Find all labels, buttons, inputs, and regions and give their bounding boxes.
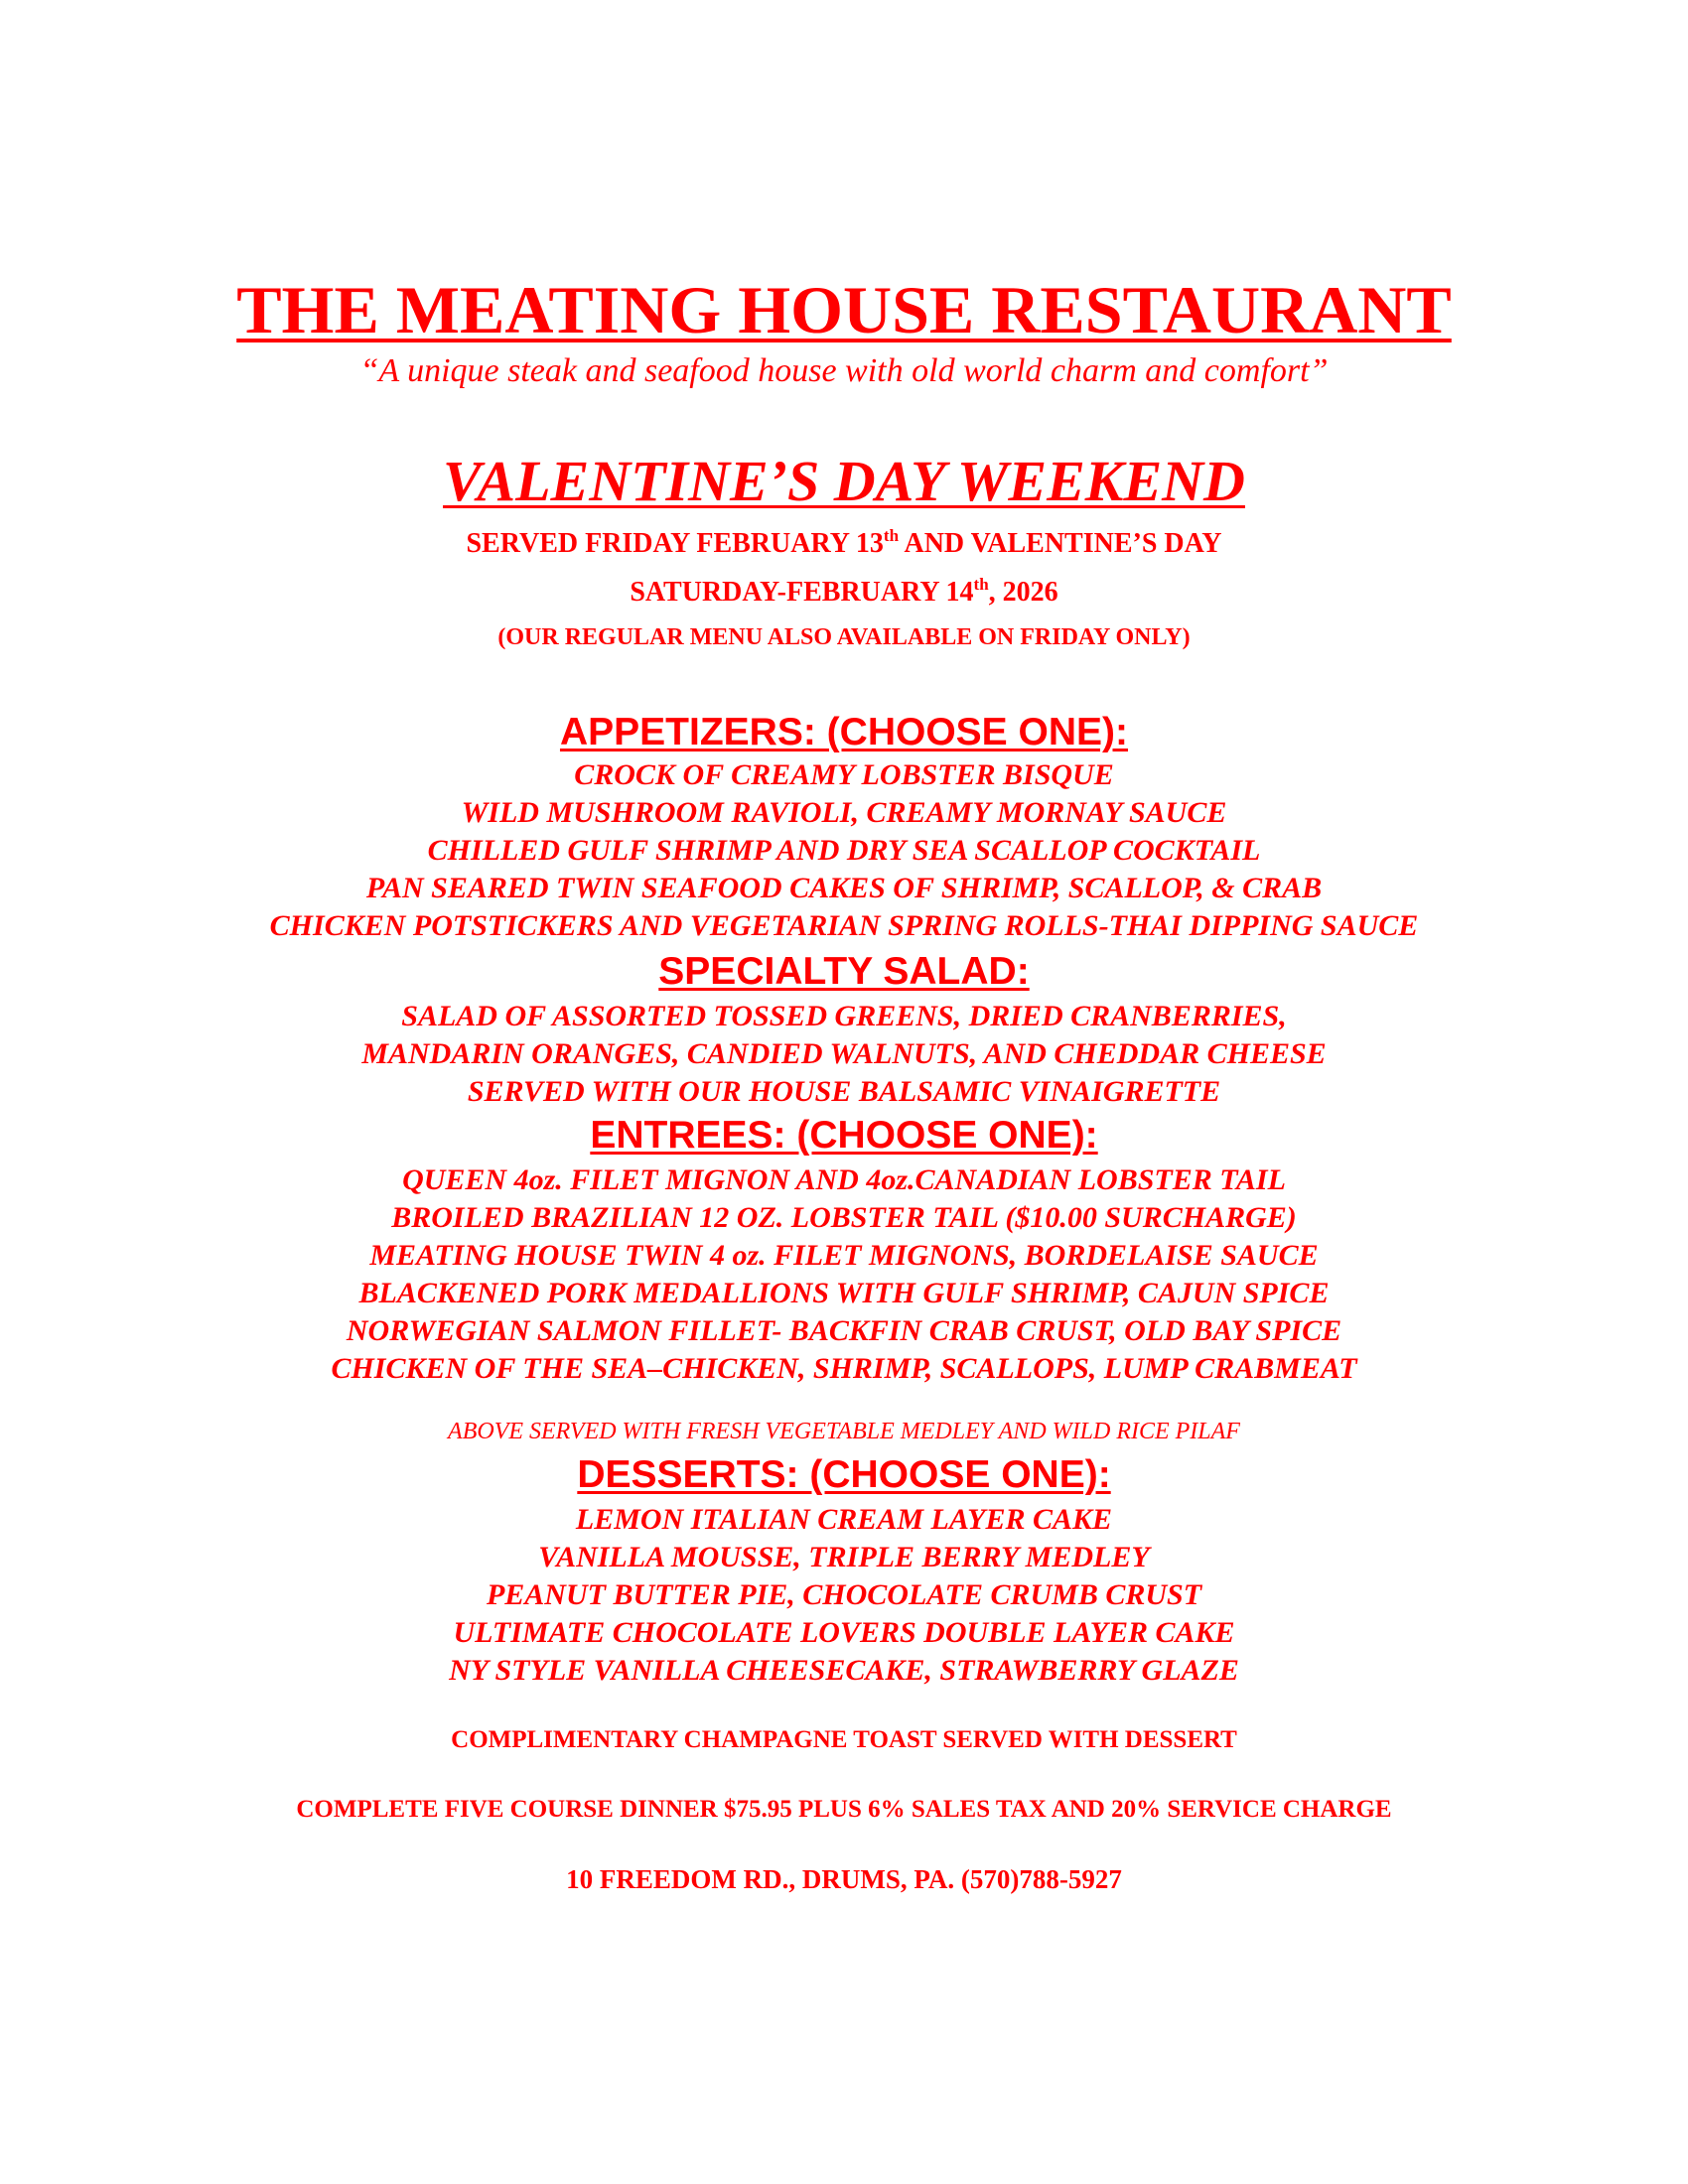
regular-menu-note: (OUR REGULAR MENU ALSO AVAILABLE ON FRIDAY ONLY)	[497, 624, 1191, 650]
restaurant-tagline: “A unique steak and seafood house with old world charm and comfort”	[359, 352, 1329, 389]
dessert-item: LEMON ITALIAN CREAM LAYER CAKE	[575, 1503, 1113, 1536]
appetizer-item: CHICKEN POTSTICKERS AND VEGETARIAN SPRING ROLLS-THAI DIPPING SAUCE	[269, 909, 1419, 942]
served-dates-line-1	[0, 526, 1688, 559]
salad-line: SALAD OF ASSORTED TOSSED GREENS, DRIED CRANBERRIES,	[401, 1000, 1287, 1032]
entree-item: QUEEN 4oz. FILET MIGNON AND 4oz.CANADIAN LOBSTER TAIL	[402, 1163, 1286, 1196]
address-phone: 10 FREEDOM RD., DRUMS, PA. (570)788-5927	[566, 1864, 1122, 1894]
dessert-item: NY STYLE VANILLA CHEESECAKE, STRAWBERRY GLAZE	[449, 1654, 1239, 1687]
served-dates-line-2-ordinal: th	[973, 575, 989, 594]
served-dates-line-1-text: SERVED FRIDAY FEBRUARY 13	[466, 528, 884, 559]
served-dates-line-1-rest: AND VALENTINE’S DAY	[899, 528, 1222, 559]
served-dates-line-1-ordinal: th	[883, 526, 900, 545]
dessert-item: PEANUT BUTTER PIE, CHOCOLATE CRUMB CRUST	[486, 1578, 1202, 1611]
appetizer-item: CROCK OF CREAMY LOBSTER BISQUE	[574, 758, 1114, 791]
salad-line: SERVED WITH OUR HOUSE BALSAMIC VINAIGRETTE	[467, 1075, 1221, 1108]
appetizers-heading: APPETIZERS: (CHOOSE ONE):	[559, 711, 1129, 753]
champagne-note: COMPLIMENTARY CHAMPAGNE TOAST SERVED WITH DESSERT	[451, 1726, 1237, 1753]
entrees-side-note: ABOVE SERVED WITH FRESH VEGETABLE MEDLEY AND WILD RICE PILAF	[448, 1419, 1240, 1444]
salad-line: MANDARIN ORANGES, CANDIED WALNUTS, AND CHEDDAR CHEESE	[361, 1037, 1327, 1070]
desserts-heading: DESSERTS: (CHOOSE ONE):	[577, 1453, 1111, 1496]
served-dates-line-2	[0, 575, 1688, 608]
dessert-item: VANILLA MOUSSE, TRIPLE BERRY MEDLEY	[538, 1541, 1150, 1573]
price-note: COMPLETE FIVE COURSE DINNER $75.95 PLUS 6% SALES TAX AND 20% SERVICE CHARGE	[296, 1796, 1392, 1823]
appetizer-item: WILD MUSHROOM RAVIOLI, CREAMY MORNAY SAUCE	[461, 796, 1227, 829]
event-title: VALENTINE’S DAY WEEKEND	[443, 449, 1245, 513]
entree-item: BROILED BRAZILIAN 12 OZ. LOBSTER TAIL ($10.00 SURCHARGE)	[391, 1201, 1297, 1234]
served-dates-line-2-text: SATURDAY-FEBRUARY 14	[630, 577, 974, 608]
salad-heading: SPECIALTY SALAD:	[658, 950, 1030, 993]
entree-item: NORWEGIAN SALMON FILLET- BACKFIN CRAB CRUST, OLD BAY SPICE	[346, 1314, 1342, 1347]
restaurant-name: THE MEATING HOUSE RESTAURANT	[236, 272, 1452, 347]
entree-item: BLACKENED PORK MEDALLIONS WITH GULF SHRIMP, CAJUN SPICE	[358, 1277, 1330, 1309]
served-dates-line-2-rest: , 2026	[988, 577, 1058, 608]
entree-item: MEATING HOUSE TWIN 4 oz. FILET MIGNONS, BORDELAISE SAUCE	[369, 1239, 1319, 1272]
entree-item: CHICKEN OF THE SEA–CHICKEN, SHRIMP, SCALLOPS, LUMP CRABMEAT	[331, 1352, 1357, 1385]
entrees-heading: ENTREES: (CHOOSE ONE):	[590, 1114, 1098, 1157]
appetizer-item: PAN SEARED TWIN SEAFOOD CAKES OF SHRIMP, SCALLOP, & CRAB	[365, 872, 1323, 904]
dessert-item: ULTIMATE CHOCOLATE LOVERS DOUBLE LAYER CAKE	[453, 1616, 1235, 1649]
appetizer-item: CHILLED GULF SHRIMP AND DRY SEA SCALLOP COCKTAIL	[427, 834, 1261, 867]
